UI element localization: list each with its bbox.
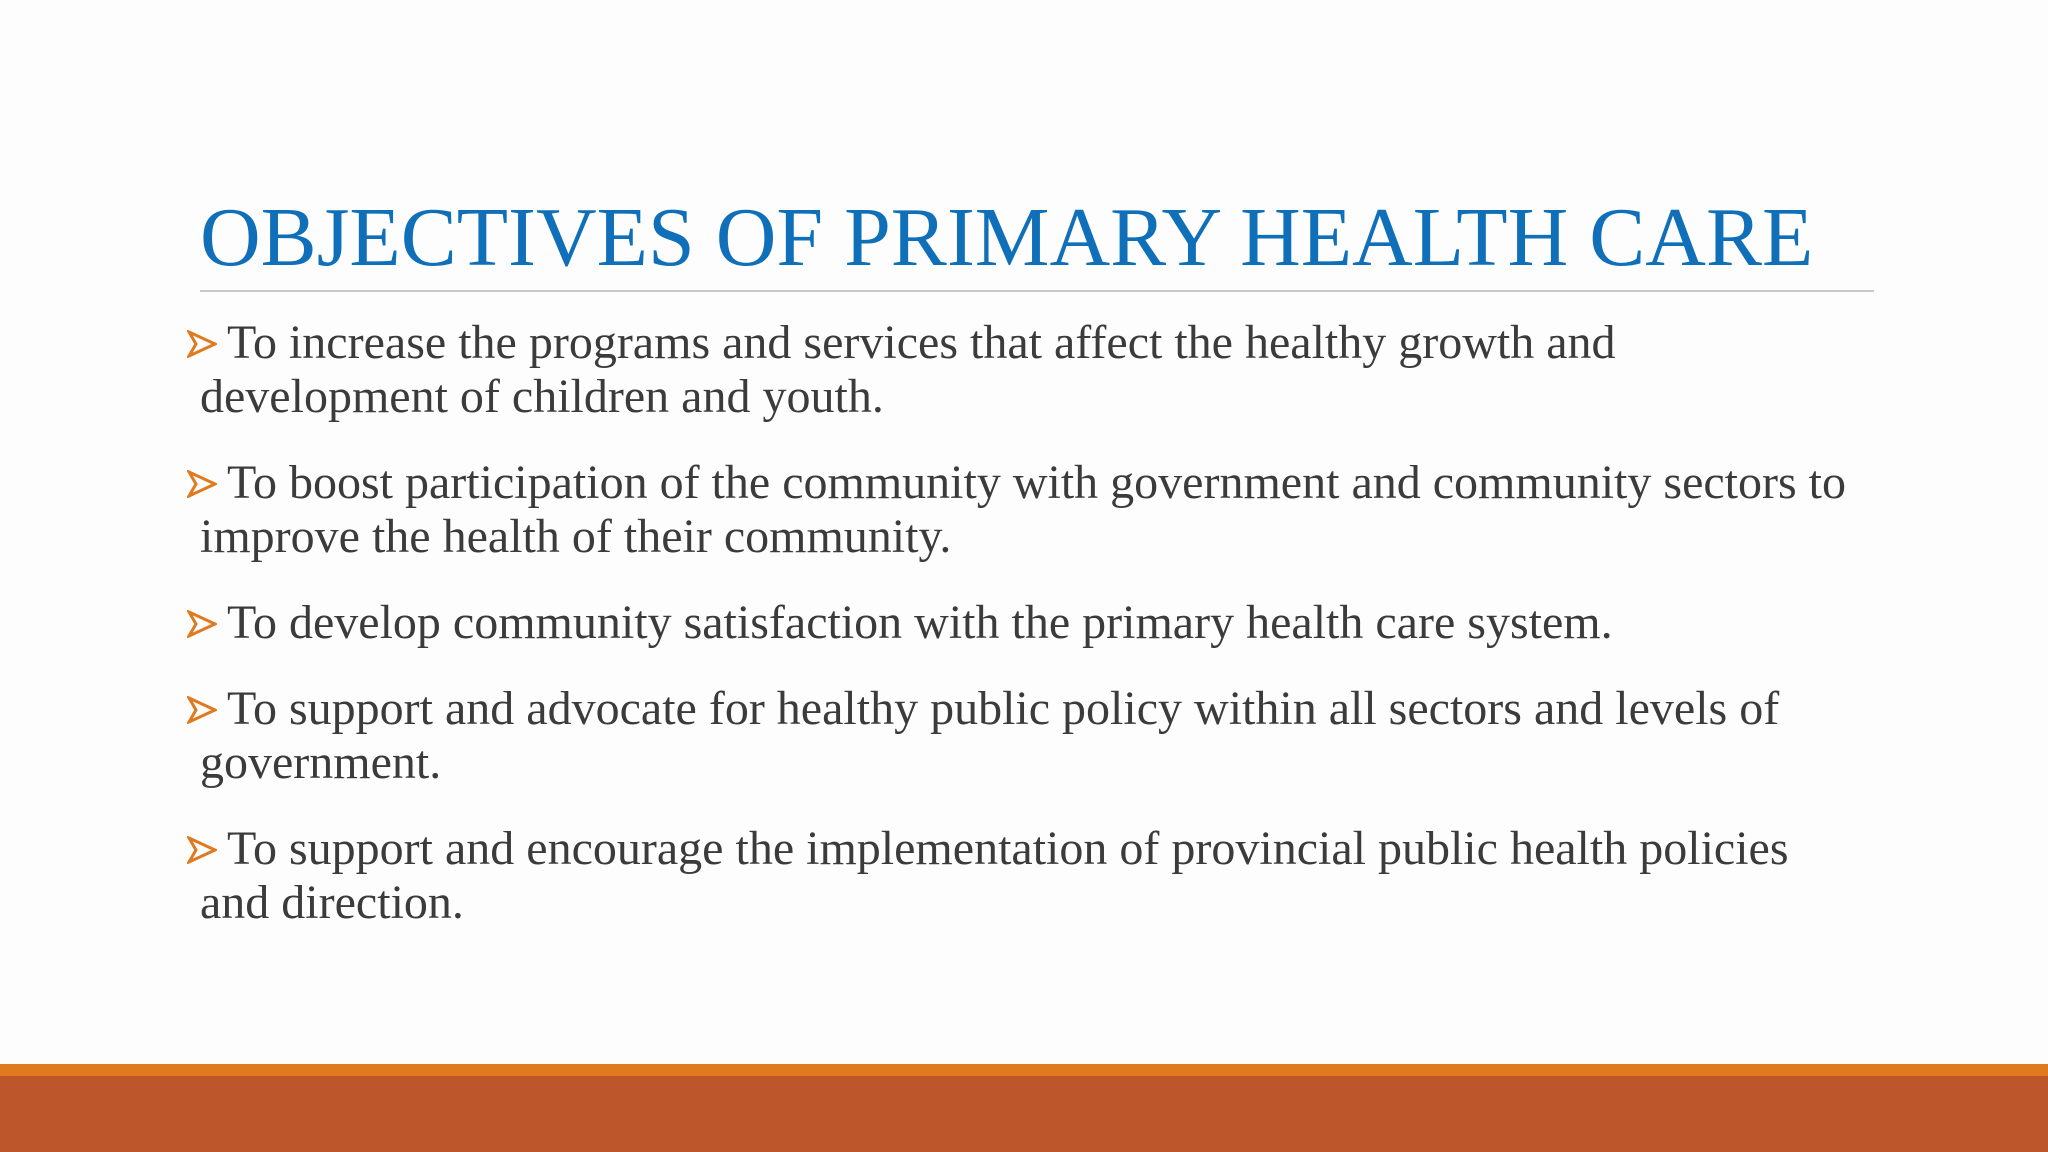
list-item-text: To boost participation of the community with government and community sectors to improve the health of their community. <box>200 456 1847 563</box>
list-item <box>200 316 1860 424</box>
bottom-accent-bar <box>0 1064 2048 1076</box>
list-item-text: To support and encourage the implementation of provincial public health policies and direction. <box>200 822 1789 929</box>
list-item-text: To develop community satisfaction with the primary health care system. <box>227 596 1613 649</box>
slide-title: OBJECTIVES OF PRIMARY HEALTH CARE <box>200 191 1814 284</box>
arrow-right-icon <box>187 696 217 724</box>
objectives-list <box>200 316 1860 962</box>
arrow-right-icon <box>187 470 217 498</box>
list-item <box>200 822 1860 930</box>
title-divider <box>200 290 1874 292</box>
arrow-right-icon <box>187 610 217 638</box>
arrow-right-icon <box>187 836 217 864</box>
bottom-footer-bar <box>0 1076 2048 1152</box>
list-item <box>200 596 1860 650</box>
list-item <box>200 456 1860 564</box>
list-item-text: To support and advocate for healthy public policy within all sectors and levels of government. <box>200 682 1780 789</box>
list-item <box>200 682 1860 790</box>
arrow-right-icon <box>187 330 217 358</box>
list-item-text: To increase the programs and services that affect the healthy growth and development of children and youth. <box>200 316 1616 423</box>
